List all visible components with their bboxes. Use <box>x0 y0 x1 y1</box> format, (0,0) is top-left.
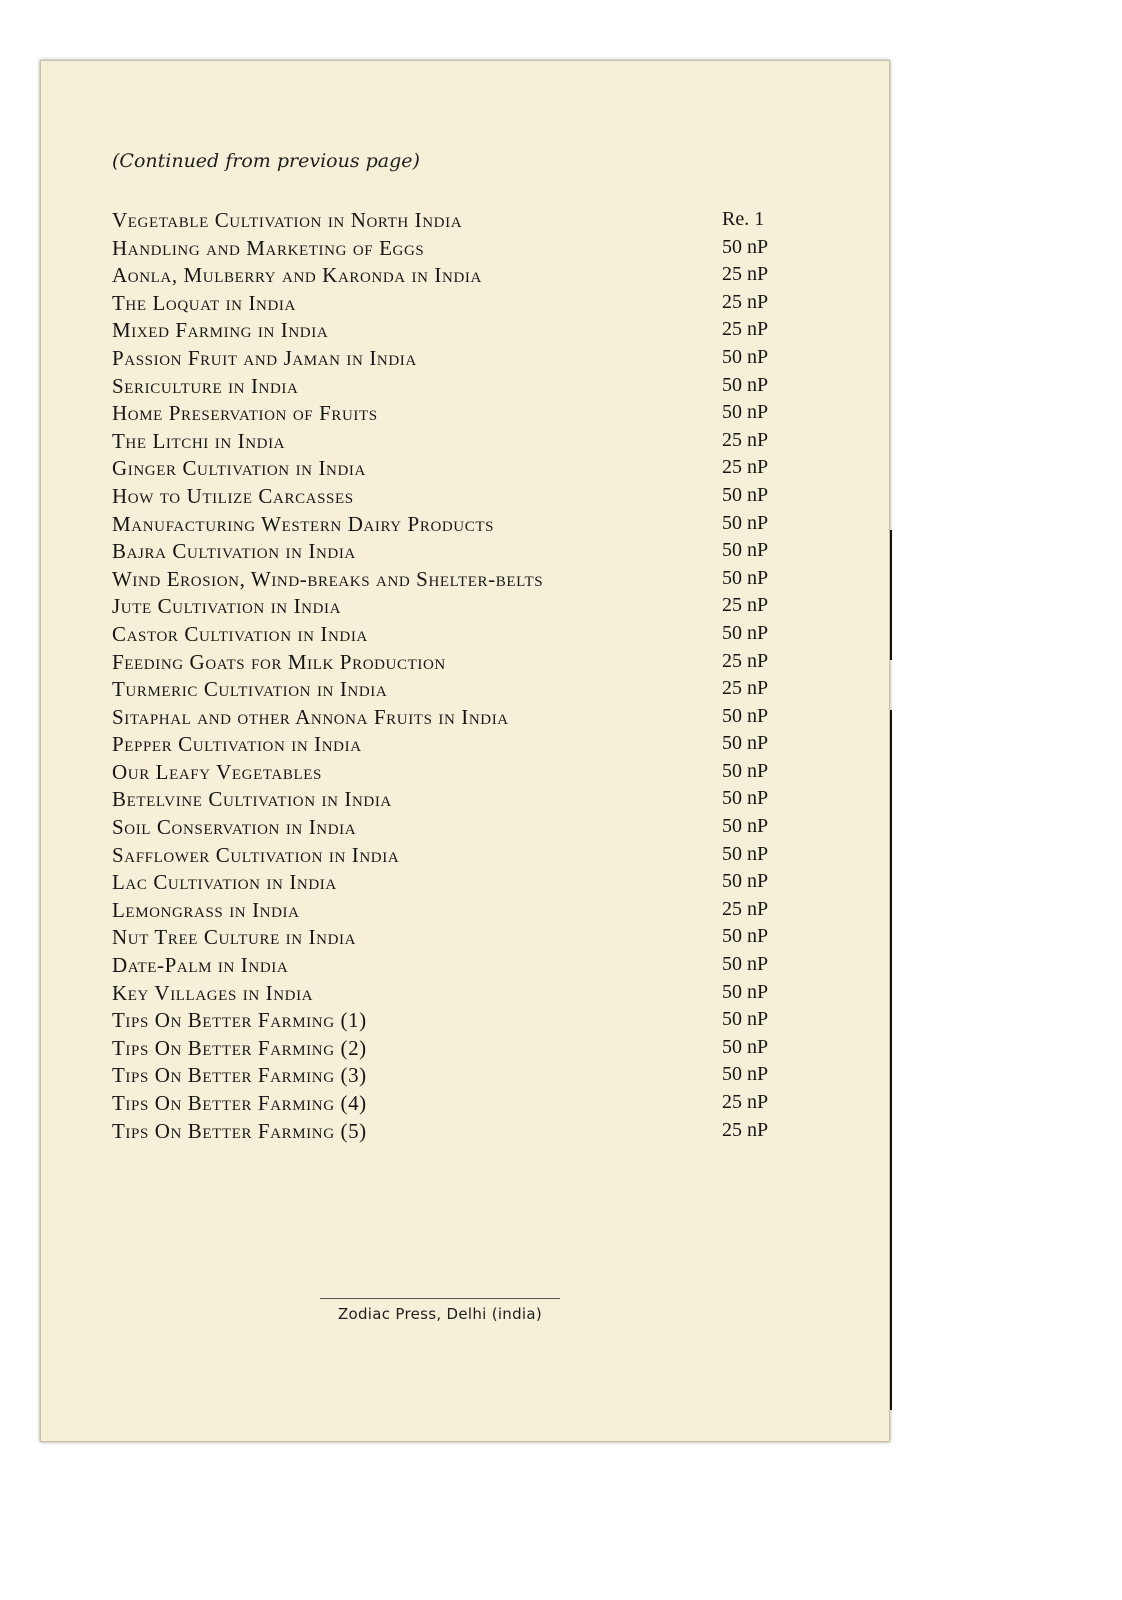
publication-price: 50 nP <box>722 1035 769 1058</box>
publication-price: 50 nP <box>722 704 769 727</box>
list-item <box>112 870 792 898</box>
publication-price: 50 nP <box>722 842 769 865</box>
publication-price: Re. 1 <box>722 208 765 230</box>
list-item <box>112 787 792 815</box>
publication-title: Tips On Better Farming (2) <box>112 1035 367 1060</box>
publication-price: 25 nP <box>722 677 769 700</box>
publication-price: 50 nP <box>722 483 769 506</box>
publication-title: Feeding Goats for Milk Production <box>112 649 446 674</box>
publication-price: 50 nP <box>722 1063 769 1086</box>
list-item <box>112 953 792 981</box>
publication-title: Jute Cultivation in India <box>112 594 342 619</box>
list-item <box>112 291 792 319</box>
publication-title: The Loquat in India <box>112 290 296 315</box>
list-item <box>112 512 792 540</box>
list-item <box>112 484 792 512</box>
list-item <box>112 401 792 429</box>
list-item <box>112 815 792 843</box>
publication-price: 25 nP <box>722 290 769 313</box>
list-item <box>112 622 792 650</box>
publication-title: Safflower Cultivation in India <box>112 842 400 867</box>
publication-title: Sericulture in India <box>112 373 299 398</box>
list-item <box>112 732 792 760</box>
publication-title: Our Leafy Vegetables <box>112 759 322 784</box>
continued-note: (Continued from previous page) <box>112 150 420 172</box>
publication-price: 50 nP <box>722 815 769 838</box>
printer-imprint: Zodiac Press, Delhi (india) <box>337 1305 543 1323</box>
list-item <box>112 898 792 926</box>
publication-title: Lac Cultivation in India <box>112 870 337 895</box>
publication-title: Soil Conservation in India <box>112 815 357 840</box>
publication-title: Lemongrass in India <box>112 897 300 922</box>
publication-title: Betelvine Cultivation in India <box>112 787 392 812</box>
publication-price: 25 nP <box>722 594 769 617</box>
publication-price: 50 nP <box>722 539 769 562</box>
publication-price: 50 nP <box>722 980 769 1003</box>
publication-price: 50 nP <box>722 345 769 368</box>
publication-price: 25 nP <box>722 649 769 672</box>
publication-title: Manufacturing Western Dairy Products <box>112 511 495 536</box>
publication-price: 25 nP <box>722 1091 769 1113</box>
list-item <box>112 567 792 595</box>
publication-price: 50 nP <box>722 953 769 976</box>
publication-title: Aonla, Mulberry and Karonda in India <box>112 263 482 288</box>
publication-title: Nut Tree Culture in India <box>112 925 357 950</box>
list-item <box>112 208 792 236</box>
publication-price: 50 nP <box>722 1008 769 1031</box>
list-item <box>112 374 792 402</box>
publication-price: 50 nP <box>722 401 769 424</box>
list-item <box>112 236 792 264</box>
list-item <box>112 705 792 733</box>
publication-title: Mixed Farming in India <box>112 318 329 343</box>
publication-title: Turmeric Cultivation in India <box>112 677 388 702</box>
publication-title: Home Preservation of Fruits <box>112 401 378 426</box>
publication-price-list <box>112 208 792 1146</box>
publication-price: 50 nP <box>722 870 769 893</box>
publication-price: 25 nP <box>722 318 769 341</box>
publication-title: Ginger Cultivation in India <box>112 456 366 481</box>
publication-price: 25 nP <box>722 897 769 920</box>
list-item <box>112 760 792 788</box>
list-item <box>112 318 792 346</box>
publication-price: 25 nP <box>722 456 769 479</box>
list-item <box>112 1091 792 1119</box>
list-item <box>112 843 792 871</box>
publication-title: Tips On Better Farming (5) <box>112 1118 367 1143</box>
publication-title: Castor Cultivation in India <box>112 621 368 646</box>
list-item <box>112 677 792 705</box>
publication-price: 50 nP <box>722 373 769 396</box>
list-item <box>112 981 792 1009</box>
publication-title: Key Villages in India <box>112 980 314 1005</box>
publication-title: The Litchi in India <box>112 428 286 453</box>
publication-price: 50 nP <box>722 235 769 258</box>
list-item <box>112 456 792 484</box>
list-item <box>112 346 792 374</box>
publication-title: Vegetable Cultivation in North India <box>112 208 463 232</box>
list-item <box>112 1036 792 1064</box>
publication-price: 50 nP <box>722 621 769 644</box>
publication-price: 50 nP <box>722 787 769 810</box>
list-item <box>112 429 792 457</box>
publication-title: Pepper Cultivation in India <box>112 732 362 757</box>
list-item <box>112 539 792 567</box>
publication-price: 50 nP <box>722 566 769 589</box>
publication-title: Tips On Better Farming (3) <box>112 1063 367 1088</box>
publication-price: 25 nP <box>722 1118 769 1141</box>
footer-divider <box>320 1298 560 1299</box>
list-item <box>112 925 792 953</box>
publication-title: Bajra Cultivation in India <box>112 539 356 564</box>
publication-title: Passion Fruit and Jaman in India <box>112 345 417 370</box>
publication-title: Date-Palm in India <box>112 953 289 978</box>
publication-price: 50 nP <box>722 511 769 534</box>
publication-title: Handling and Marketing of Eggs <box>112 235 425 260</box>
publication-title: Sitaphal and other Annona Fruits in India <box>112 704 509 729</box>
publication-price: 50 nP <box>722 759 769 782</box>
publication-price: 50 nP <box>722 732 769 755</box>
list-item <box>112 263 792 291</box>
publication-title: Wind Erosion, Wind-breaks and Shelter-belts <box>112 566 544 591</box>
list-item <box>112 1008 792 1036</box>
publication-title: Tips On Better Farming (4) <box>112 1091 367 1115</box>
publication-price: 25 nP <box>722 263 769 286</box>
list-item <box>112 650 792 678</box>
list-item <box>112 1119 792 1147</box>
publication-price: 50 nP <box>722 925 769 948</box>
publication-title: Tips On Better Farming (1) <box>112 1008 367 1033</box>
publication-title: How to Utilize Carcasses <box>112 483 354 508</box>
publication-price: 25 nP <box>722 428 769 451</box>
list-item <box>112 594 792 622</box>
list-item <box>112 1063 792 1091</box>
